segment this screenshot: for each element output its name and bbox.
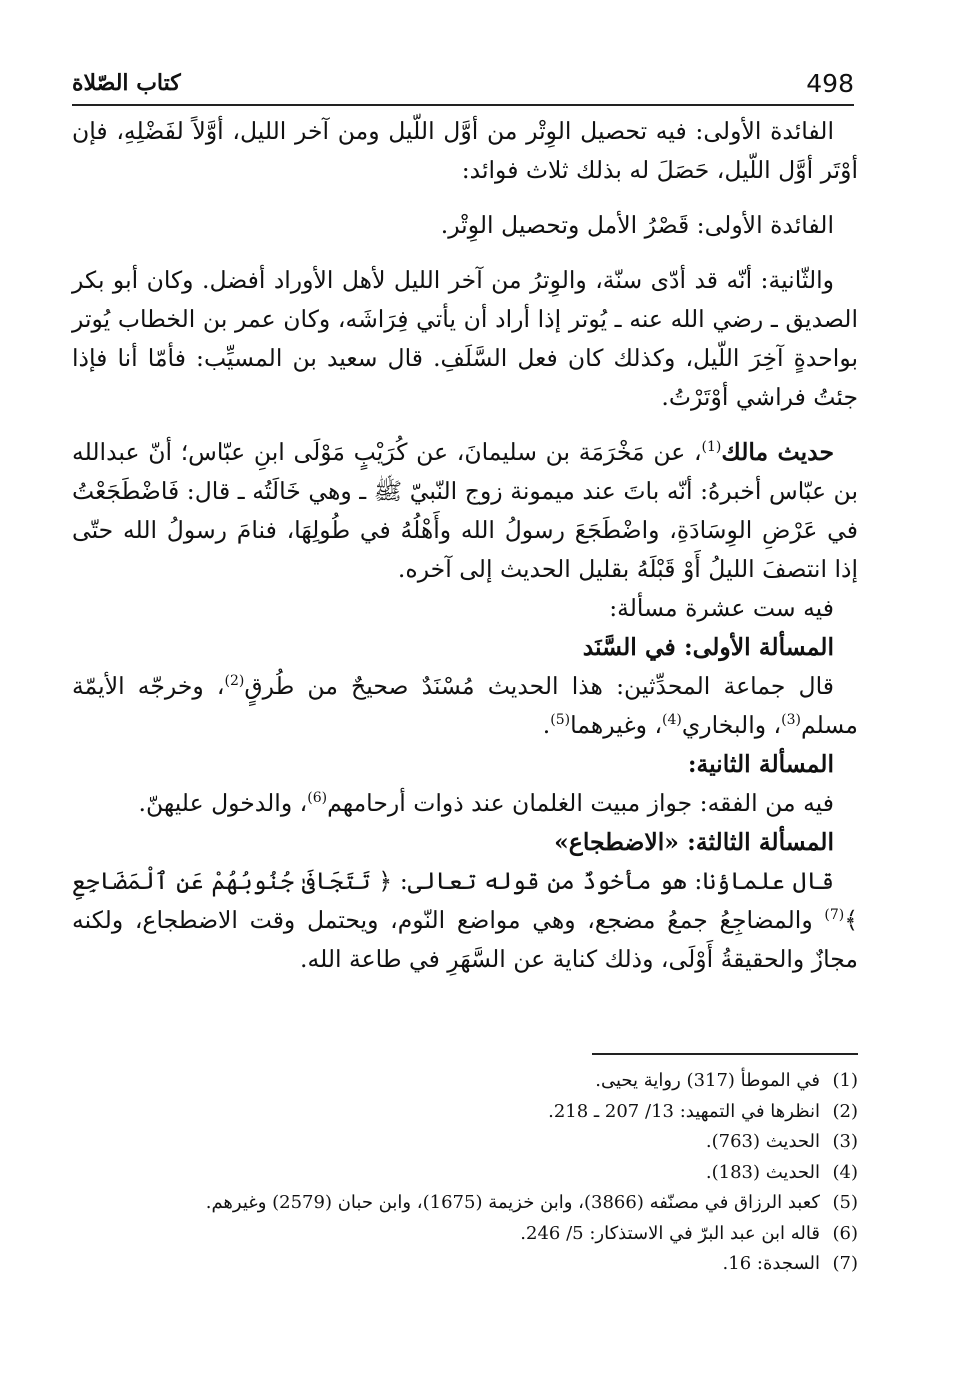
page-number: 498	[806, 69, 854, 98]
footnote-item	[150, 1097, 858, 1128]
isnad-text-c: ، والبخاري	[681, 711, 782, 739]
footnote-number: (5)	[832, 1192, 858, 1213]
note-ref-4: (4)	[662, 712, 682, 729]
footnote-text: في الموطأ (317) رواية يحيى.	[595, 1070, 820, 1091]
fiqh-text-a: فيه من الفقه: جواز مبيت الغلمان عند ذوات أرحامهم	[327, 789, 834, 817]
footnote-text: كعبد الرزاق في مصنّفه (3866)، وابن خزيمة (1675)، وابن حبان (2579) وغيرهم.	[205, 1192, 820, 1213]
footnote-item	[150, 1188, 858, 1219]
note-ref-1: (1)	[701, 439, 722, 456]
footnote-text: السجدة: 16.	[722, 1253, 820, 1274]
paragraph-benefits: الفائدة الأولى: فيه تحصيل الوِتْر من أوَّل اللّيل ومن آخر الليل، أوَّلاً لفَضْلِهِ، فإن أوْتَر أوَّل اللّيل، حَصَلَ له بذلك ثلاث فوائد:	[72, 117, 858, 184]
running-title: كتاب الصّلاة	[72, 70, 181, 96]
note-ref-7: (7)	[824, 907, 845, 924]
paragraph-first-benefit: الفائدة الأولى: قَصْرُ الأمل وتحصيل الوِتْر.	[440, 211, 834, 239]
footnote-text: قاله ابن عبد البرّ في الاستذكار: 5/ 246.	[520, 1222, 820, 1244]
main-text	[72, 112, 858, 979]
footnote-divider	[592, 1053, 858, 1055]
footnote-number: (4)	[832, 1161, 858, 1183]
heading-issue-1: المسألة الأولى: في السَّنَد	[582, 633, 834, 661]
footnote-number: (2)	[832, 1100, 858, 1122]
footnote-text: الحديث (763).	[705, 1131, 820, 1152]
fiqh-text-b: ، والدخول عليهنّ.	[138, 789, 308, 817]
footnote-number: (7)	[832, 1253, 858, 1274]
hadith-text: ، عن مَخْرَمَة بن سليمانَ، عن كُرَيْبٍ مَوْلَى ابنِ عبّاس؛ أنّ عبدالله بن عبّاس أخبرهُ: أنّه باتَ عند ميمونة زوج النّبيّ ﷺ ـ وهي خَالَتُه ـ قال: فَاضْطَجَعْتُ في عَرْضِ الوِسَادَةِ، واضْطَجَعَ رسولُ الله وأَهْلُهُ في طُولِهَا، فنامَ رسولُ الله حتّى إذا انتصفَ الليلُ أَوْ قَبْلَهُ بقليل الحديث إلى آخره.	[72, 438, 858, 583]
paragraph-hadith	[72, 433, 858, 589]
footnote-number: (3)	[832, 1131, 858, 1152]
footnote-text: الحديث (183).	[705, 1161, 820, 1183]
footnote-item	[150, 1158, 858, 1189]
note-ref-3: (3)	[781, 712, 802, 729]
heading-issue-2: المسألة الثانية:	[687, 750, 834, 778]
footnote-text: انظرها في التمهيد: 13/ 207 ـ 218.	[548, 1100, 820, 1122]
footnote-item	[150, 1127, 858, 1158]
page-header	[72, 58, 854, 106]
paragraph-lying-down	[72, 862, 858, 979]
paragraph-isnad	[72, 667, 858, 745]
paragraph-fiqh	[72, 784, 858, 823]
isnad-text-e: .	[542, 711, 551, 739]
note-ref-6: (6)	[307, 790, 328, 807]
hadith-lead: حديث مالك	[721, 438, 834, 466]
isnad-text-d: ، وغيرهما	[570, 711, 663, 739]
heading-issue-3: المسألة الثالثة: «الاضطجاع»	[554, 828, 834, 856]
footnote-item	[150, 1249, 858, 1280]
footnote-number: (1)	[832, 1070, 858, 1091]
paragraph-issue-count: فيه ست عشرة مسألة:	[609, 594, 834, 622]
footnote-number: (6)	[832, 1222, 858, 1244]
footnote-item	[150, 1066, 858, 1097]
footnote-item	[150, 1219, 858, 1250]
isnad-text-b: ، وخرجّه الأيمّة مسلم	[72, 672, 858, 739]
lying-text-a: قال علماؤنا: هو مأخوذٌ من قوله تعالى: ﴿ تَتَجَافَىٰ جُنُوبُهُمْ عَنِ ٱلْمَضَاجِعِ ﴾	[72, 867, 858, 934]
note-ref-2: (2)	[224, 673, 245, 690]
footnotes	[150, 1066, 858, 1280]
isnad-text-a: قال جماعة المحدِّثين: هذا الحديث مُسْنَدٌ صحيحٌ من طُرقٍ	[244, 672, 834, 700]
note-ref-5: (5)	[550, 712, 571, 729]
lying-text-b: والمضاجِعُ جمعُ مضجع، وهي مواضع النّوم، ويحتمل وقت الاضطجاع، ولكنه مجازٌ والحقيقةُ أَوْلَى، وذلك كناية عن السَّهَرِ في طاعة الله.	[72, 906, 858, 973]
paragraph-second-benefit: والثّانية: أنّه قد أدّى سنّة، والوِترُ من آخر الليل لأهل الأوراد أفضل. وكان أبو بكر الصديق ـ رضي الله عنه ـ يُوتر إذا أراد أن يأتي فِرَاشَه، وكان عمر بن الخطاب يُوتر بواحدةٍ آخِرَ اللّيل، وكذلك كان فعل السَّلَفِ. قال سعيد بن المسيِّب: فأمّا أنا فإذا جئتُ فراشي أوْتَرْتُ.	[72, 266, 858, 411]
